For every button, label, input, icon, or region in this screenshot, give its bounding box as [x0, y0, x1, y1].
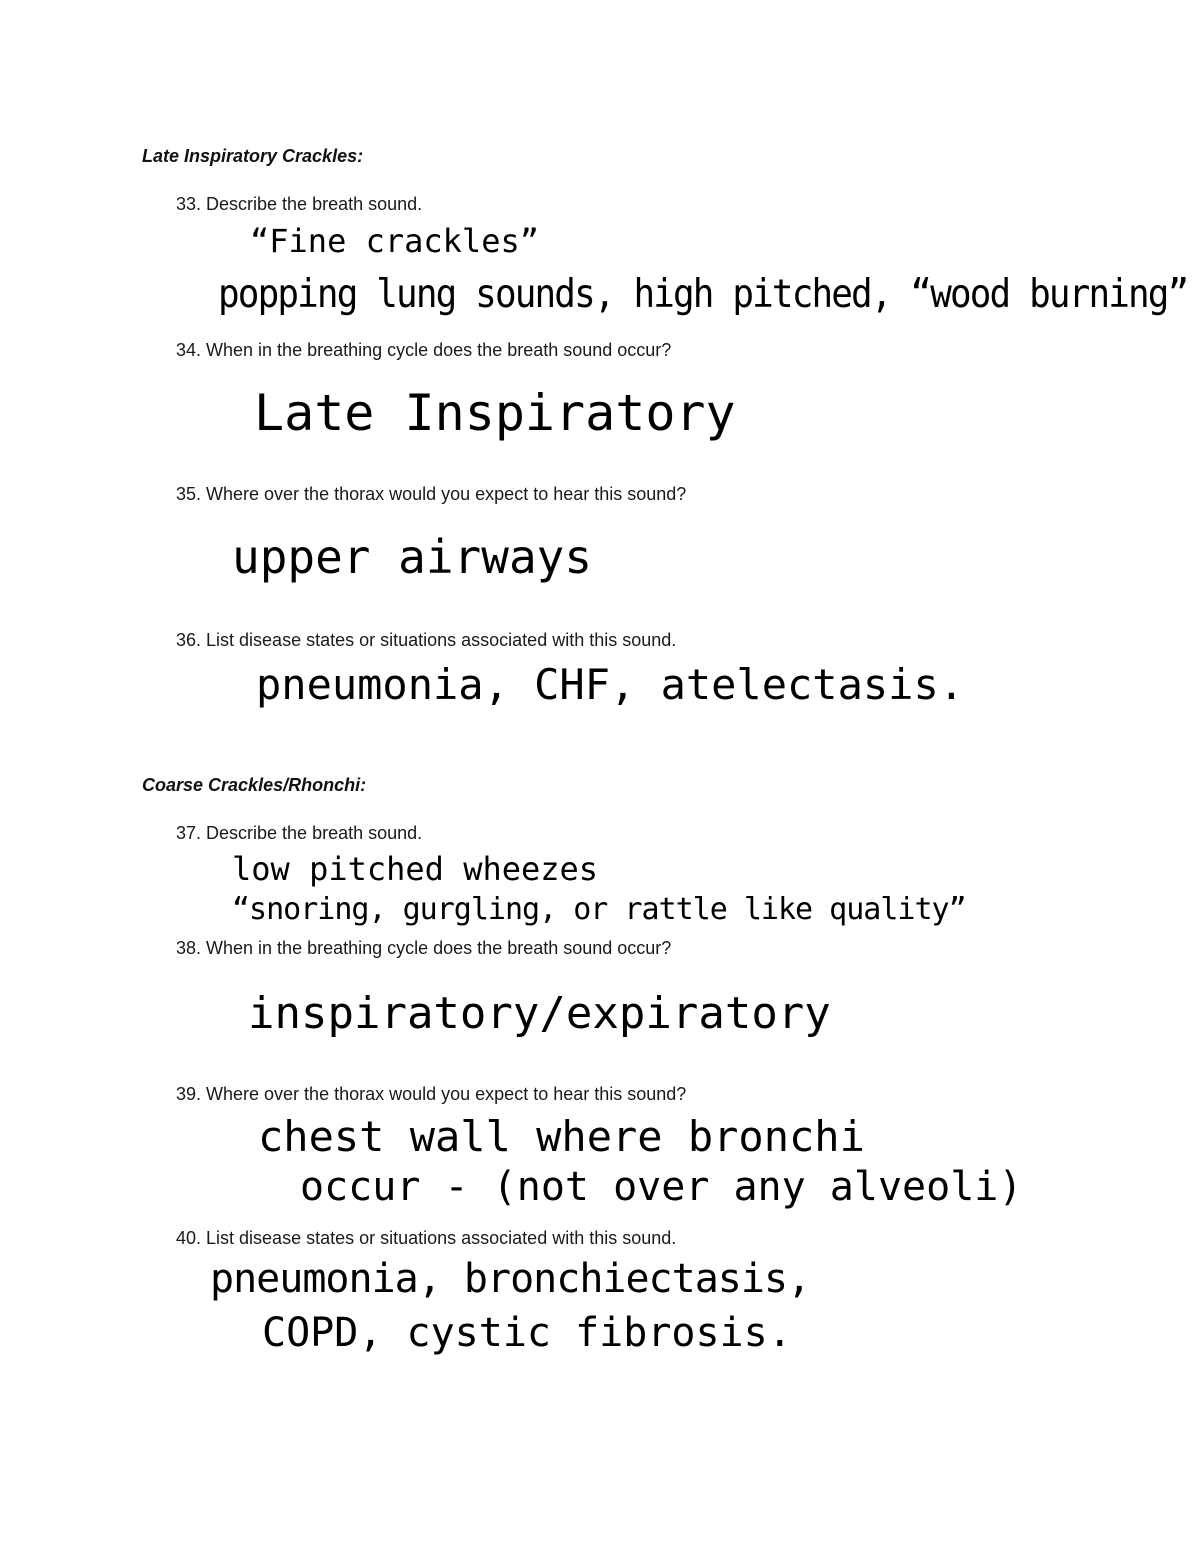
answer-38: inspiratory/expiratory: [248, 988, 831, 1039]
answer-33-line-2: popping lung sounds, high pitched, “wood burning”: [218, 272, 1188, 317]
question-39: 39. Where over the thorax would you expect to hear this sound?: [176, 1084, 687, 1104]
question-40: 40. List disease states or situations associated with this sound.: [176, 1228, 677, 1248]
answer-37-line-1: low pitched wheezes: [232, 850, 599, 888]
section-heading-late-inspiratory: Late Inspiratory Crackles:: [142, 146, 364, 166]
question-37: 37. Describe the breath sound.: [176, 823, 423, 843]
answer-36: pneumonia, CHF, atelectasis.: [256, 660, 965, 709]
question-34: 34. When in the breathing cycle does the breath sound occur?: [176, 340, 672, 360]
question-35: 35. Where over the thorax would you expect to hear this sound?: [176, 484, 687, 504]
answer-35: upper airways: [232, 530, 593, 584]
answer-39-line-2: occur - (not over any alveoli): [300, 1164, 1023, 1210]
answer-40-line-2: COPD, cystic fibrosis.: [262, 1310, 792, 1356]
answer-34: Late Inspiratory: [254, 384, 736, 442]
question-33: 33. Describe the breath sound.: [176, 194, 423, 214]
answer-33-line-1: “Fine crackles”: [250, 222, 539, 260]
question-38: 38. When in the breathing cycle does the breath sound occur?: [176, 938, 672, 958]
section-heading-coarse-crackles: Coarse Crackles/Rhonchi:: [142, 775, 367, 795]
answer-37-line-2: “snoring, gurgling, or rattle like quality”: [232, 892, 966, 927]
answer-39-line-1: chest wall where bronchi: [258, 1112, 865, 1161]
question-36: 36. List disease states or situations associated with this sound.: [176, 630, 677, 650]
answer-40-line-1: pneumonia, bronchiectasis,: [210, 1256, 811, 1302]
